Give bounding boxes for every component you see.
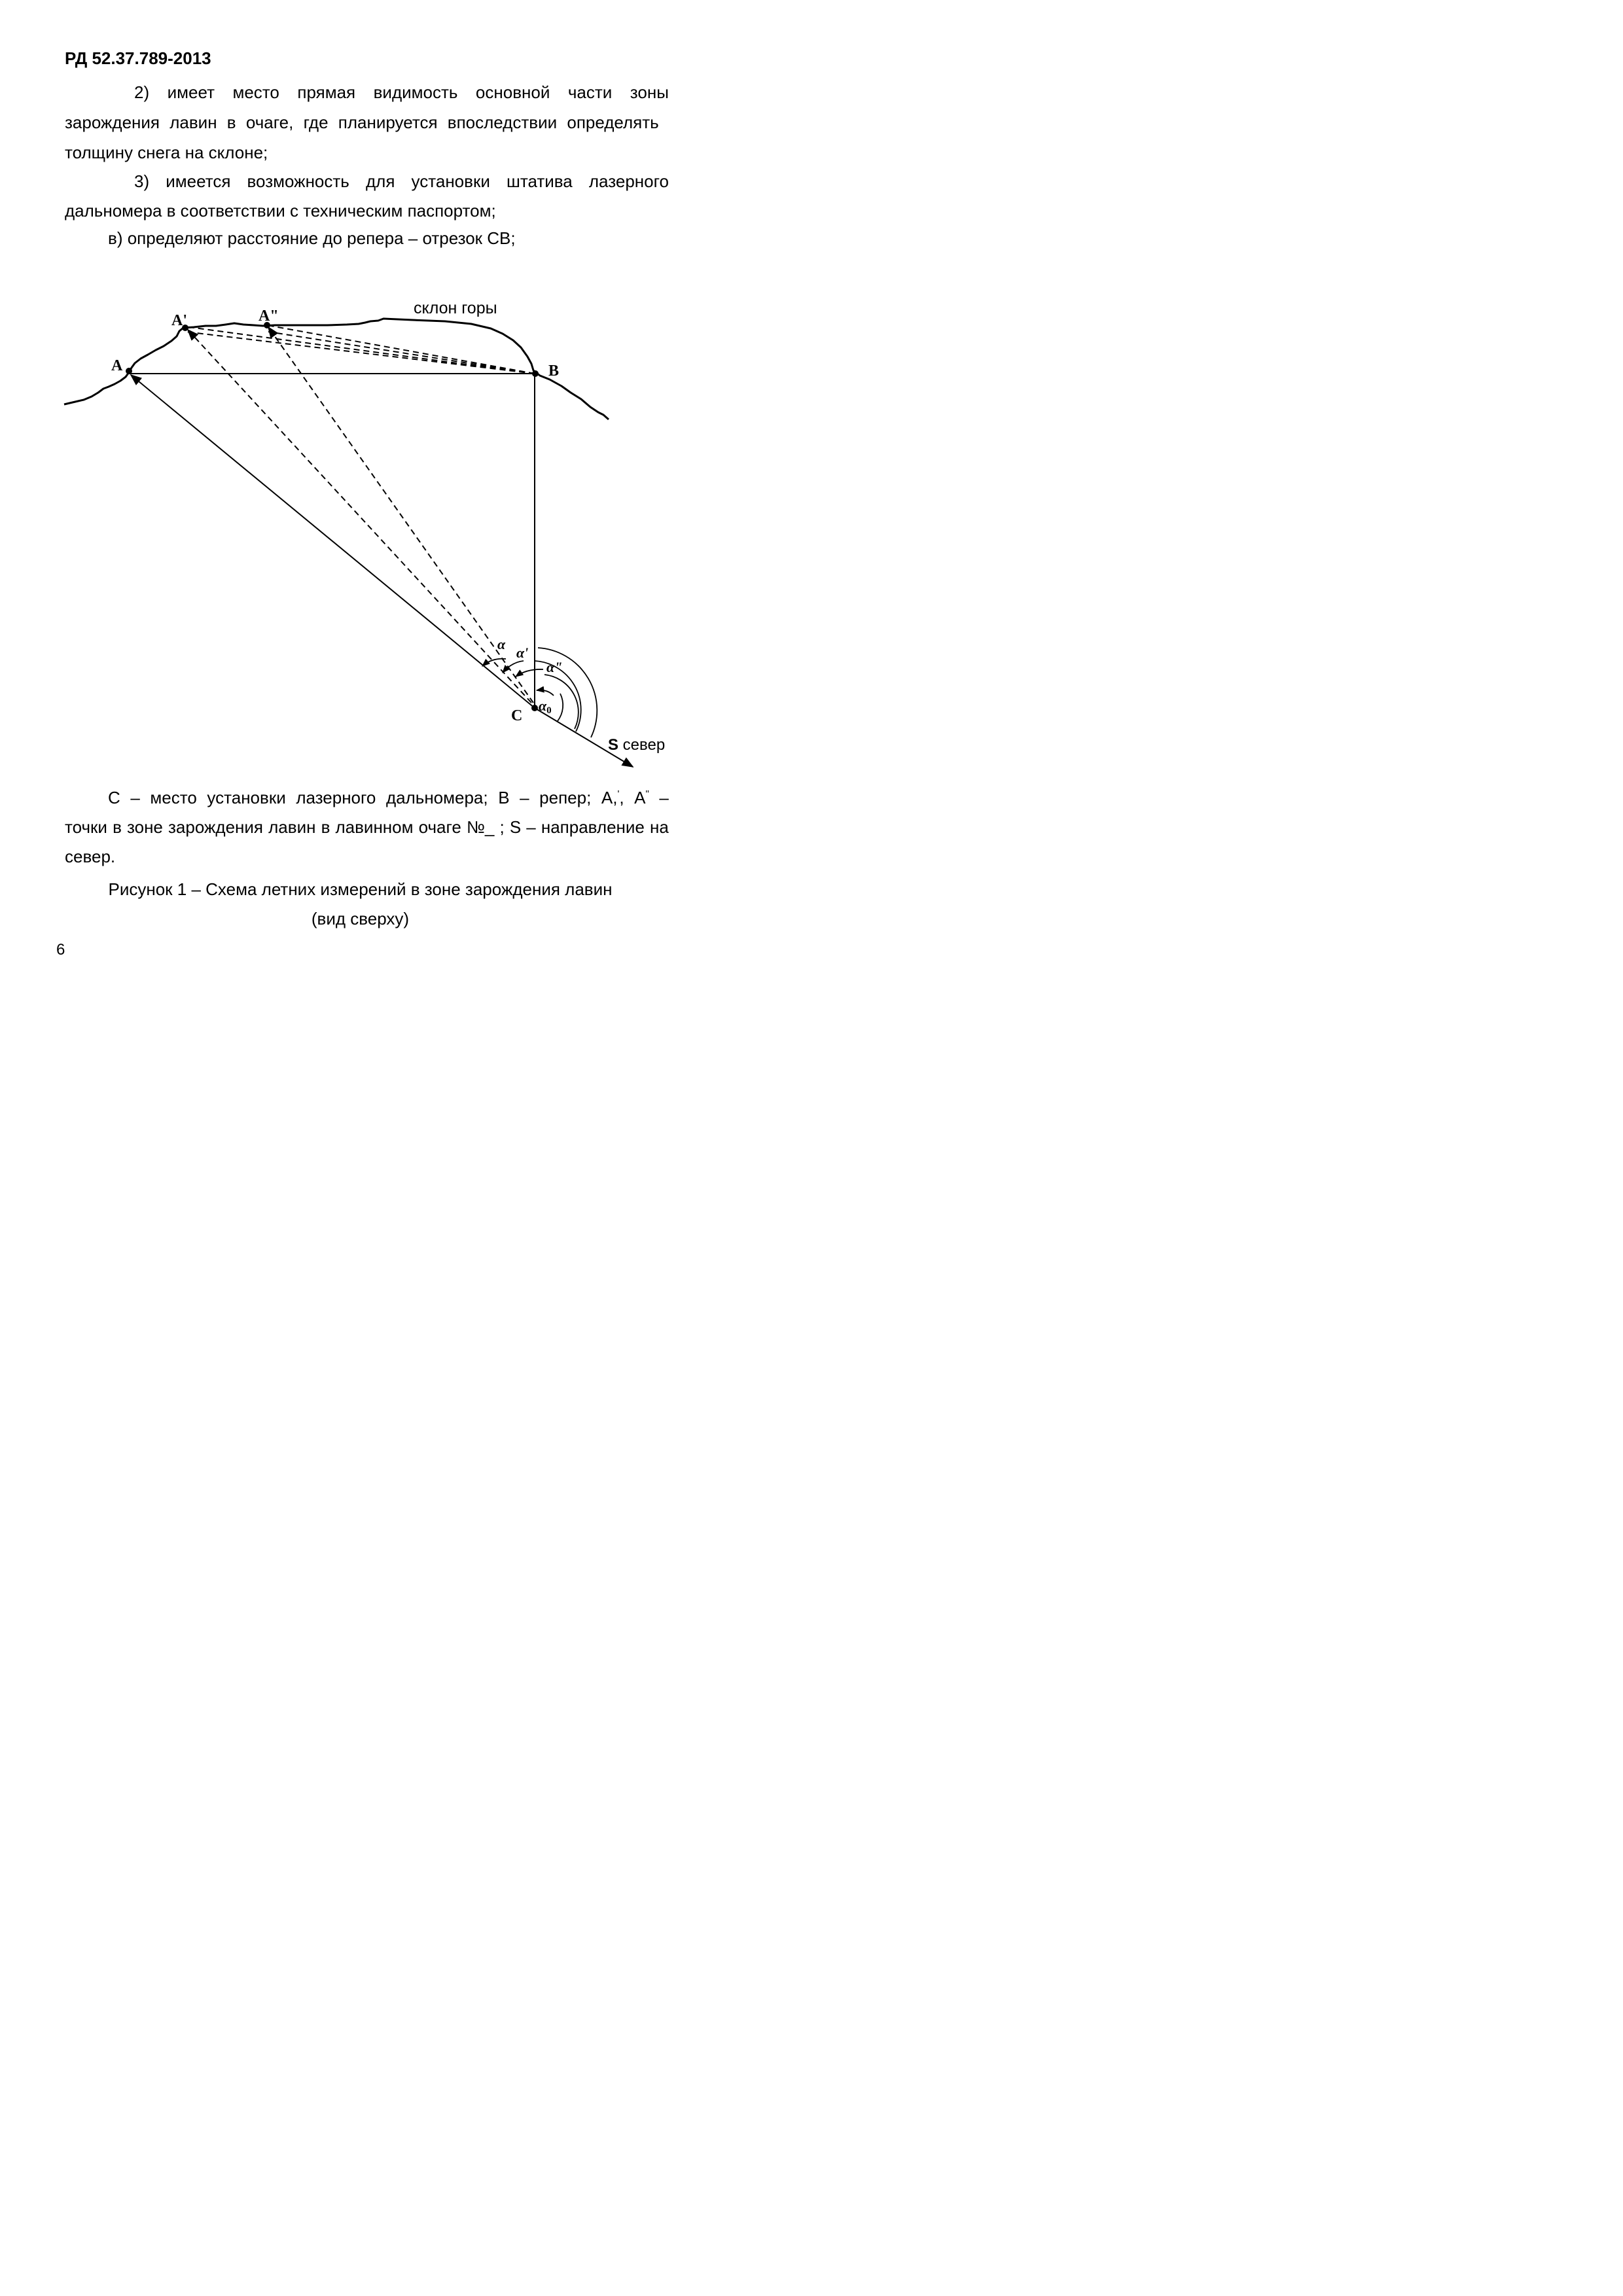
measurement-diagram [0,288,721,772]
label-alpha: α [497,636,506,652]
point-c [531,705,538,711]
item-2-line-3: толщину снега на склоне; [65,143,268,162]
label-b: B [548,362,560,380]
label-a-dprime: A" [259,308,279,325]
document-page [0,0,721,1020]
arc-alpha-dprime [516,669,543,677]
label-a: A [111,357,123,374]
slope-outline [64,319,609,419]
label-alpha-dprime: α" [546,659,563,675]
label-slope: склон горы [414,299,497,317]
dashed-b-a-dprime [268,332,535,374]
legend-line-1: С – место установки лазерного дальномера; В – репер; А,', А" – [108,788,669,807]
label-c: C [511,707,523,724]
point-b [532,370,539,377]
label-north: S север [608,736,666,754]
item-3-line-1: 3) имеется возможность для установки штатива лазерного [134,171,669,191]
page-number: 6 [56,941,65,959]
label-alpha-prime: α' [516,645,529,661]
document-header: РД 52.37.789-2013 [65,48,211,68]
dashed-b-a-prime-2 [267,325,535,374]
figure-caption: Рисунок 1 – Схема летних измерений в зоне зарождения лавин [108,879,613,899]
dashed-b-a-prime-1 [185,327,535,374]
dashed-c-a-prime [188,330,531,703]
dashed-b-a-prime-3 [186,332,535,374]
label-alpha0: α0 [539,698,552,716]
point-a [126,368,132,374]
item-3-line-2: дальномера в соответствии с техническим паспортом; [65,201,496,221]
arc-alpha-prime [503,661,524,673]
item-2-line-1: 2) имеет место прямая видимость основной части зоны [134,82,669,102]
item-2-line-2: зарождения лавин в очаге, где планируется впоследствии определять [65,113,659,132]
legend-line-2: точки в зоне зарождения лавин в лавинном очаге №_ ; S – направление на [65,817,669,837]
legend-line-3: север. [65,847,116,866]
line-ca [131,375,535,708]
arc-north-1 [558,694,563,721]
arc-alpha0 [537,690,554,696]
label-a-prime: A' [171,312,187,329]
figure-caption-sub: (вид сверху) [311,909,410,928]
dashed-c-a-dprime [268,327,533,703]
item-v: в) определяют расстояние до репера – отрезок СВ; [108,228,516,248]
